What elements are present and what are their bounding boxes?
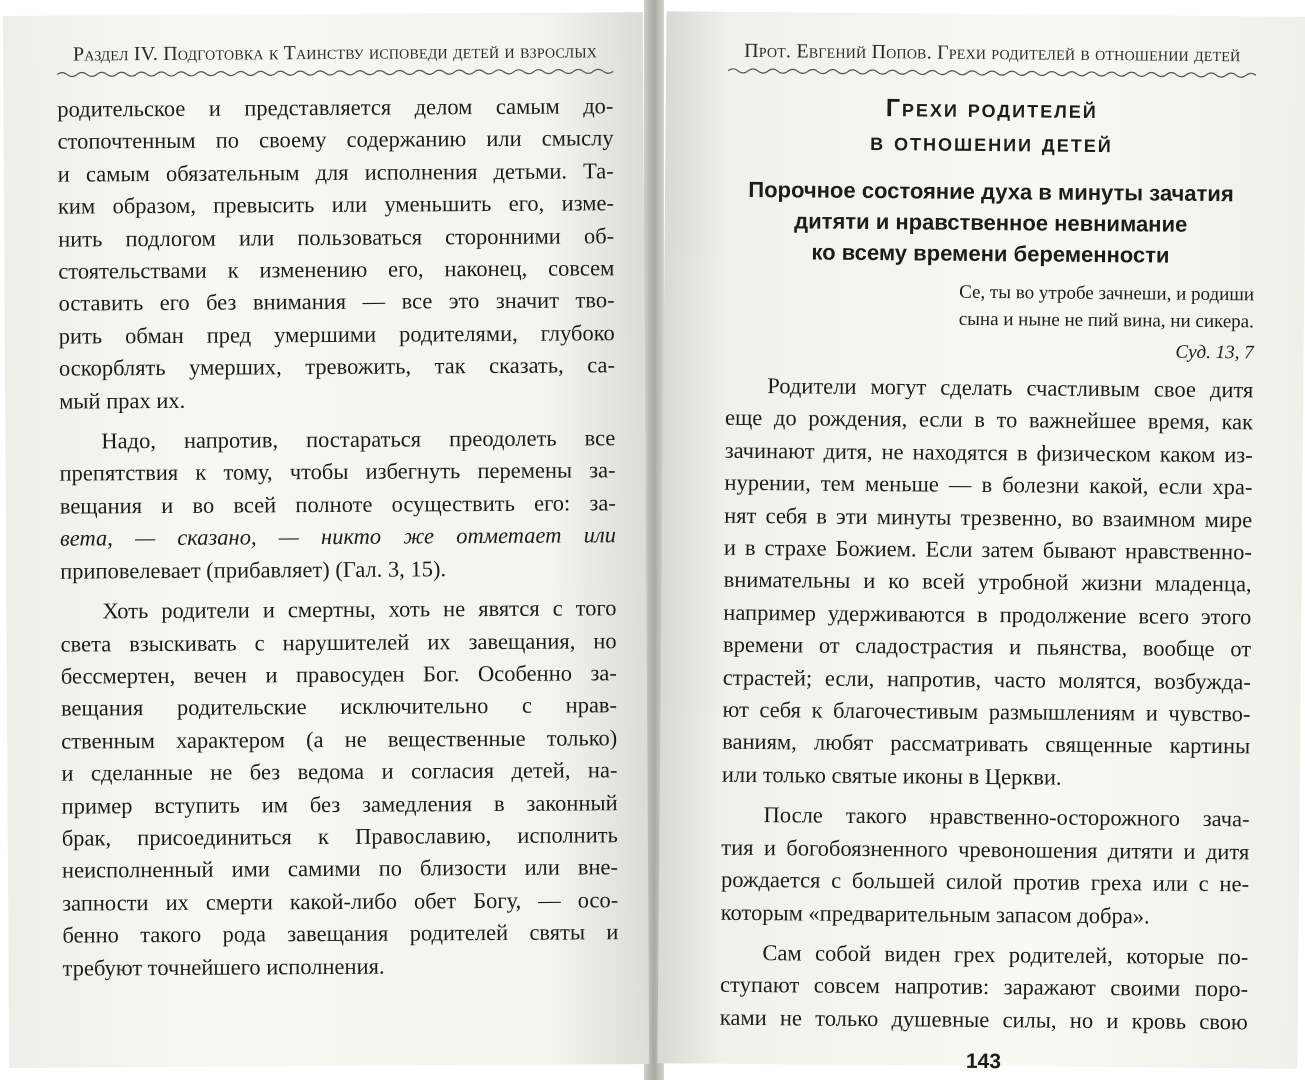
section-subtitle: Порочное состояние духа в минуты зачатия дитяти и нравственное невнимание ко всему времени беременности	[748, 176, 1234, 268]
left-paragraph-3: Хоть родители и смертны, хоть не явятся с того света взыскивать с нарушителей их завещания, но бессмертен, вечен и правосуден Бог. Особенно за- вещания родительские исключительно с нрав- ственным характером (а не вещественные только) и сделанные не без ведома и согласия детей, на- пример вступить им без замедления в законный брак, присоединиться к Православию, исполнить неисполненный ими самими по близости или вне- запности их смерти какой-либо обет Богу, — осо- бенно такого рода завещания родителей святы и требуют точнейшего исполнения.	[60, 595, 619, 981]
left-body-text	[57, 90, 618, 984]
right-body-text	[720, 370, 1254, 1039]
epigraph: Се, ты во утробе зачнеши, и родиши сына и ныне не пий вина, ни сикера.	[958, 281, 1255, 333]
right-page	[657, 11, 1305, 1074]
right-paragraph-3: Сам собой виден грех родителей, которые по- ступают совсем напротив: заражают своими поро- ками не только душевные силы, но и кровь свою	[719, 940, 1249, 1035]
right-running-head: Прот. Евгений Попов. Грехи родителей в отношении детей	[744, 39, 1241, 67]
page-number: 143	[965, 1050, 1002, 1074]
left-header-rule	[57, 66, 613, 79]
right-paragraph-1: Родители могут сделать счастливым свое дитя еще до рождения, если в то важнейшее время, как зачинают дитя, не находятся в физическом каком из- нурении, тем меньше — в болезни какой, если хра- нят себя в эти минуты трезвенно, во взаимном мире и в страхе Божием. Если затем бывают нравственно- внимательны и ко всей утробной жизни младенца, например удерживаются в продолжение всего этого времени от сладострастия и пьянства, вообще от страстей; если, напротив, часто молятся, возбужда- ют себя к благочестивым размышлениям и чувство- ваниям, любят рассматривать священные картины или только святые иконы в Церкви.	[721, 373, 1254, 790]
epigraph-reference: Суд. 13, 7	[1175, 341, 1254, 364]
left-running-head: Раздел IV. Подготовка к Таинству исповеди детей и взрослых	[72, 40, 598, 66]
left-paragraph-2: Надо, напротив, постараться преодолеть все препятствия к тому, чтобы избегнуть перемены за- вещания и во всей полноте осуществить его: за- вета, — сказано, — никто же отметает или приповелевает (прибавляет) (Гал. 3, 15).	[59, 425, 617, 584]
left-paragraph-1: родительское и представляется делом самым до- стопочтенным по своему содержанию или смыслу и самым обязательным для исполнения детьми. Та- ким образом, превысить или уменьшить его, изме- нить подлогом или пользоваться сторонними об- стоятельствами к изменению его, наконец, совсем оставить его без внимания — все это значит тво- рить обман пред умершими родителями, глубоко оскорблять умерших, тревожить, так сказать, са- мый прах их.	[57, 93, 616, 414]
chapter-title: Грехи родителей в отношении детей	[870, 94, 1113, 159]
right-paragraph-2: После такого нравственно-осторожного зача- тия и богобоязненного чревоношения дитяти и дитя рождается с большей силой против греха или с не- которым «предварительным запасом добра».	[720, 802, 1250, 928]
left-page	[3, 12, 649, 1068]
